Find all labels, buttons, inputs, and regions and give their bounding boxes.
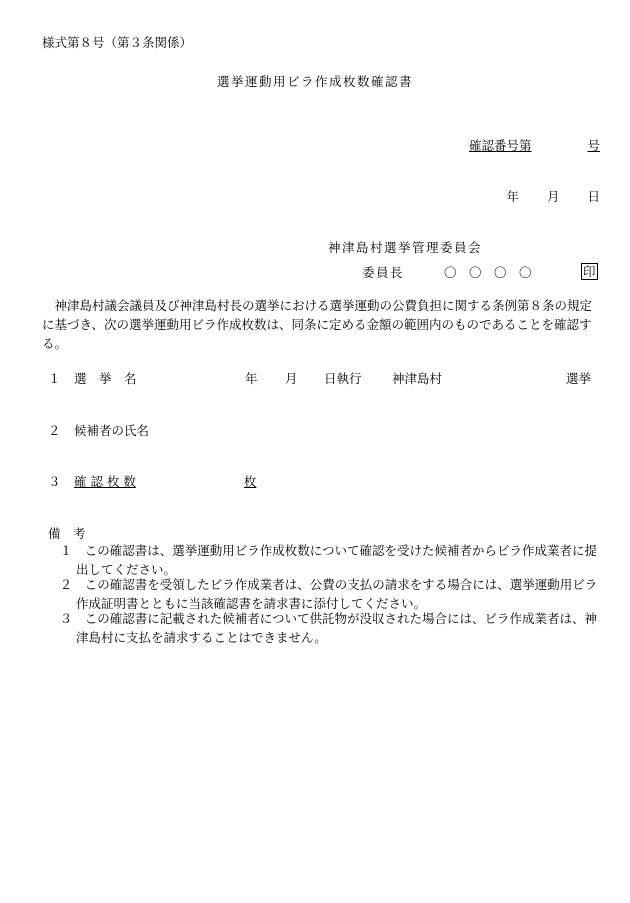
- date-day: 日: [587, 189, 600, 204]
- issue-date: [506, 187, 600, 205]
- issuer-organization: 神津島村選挙管理委員会: [328, 240, 483, 255]
- remark-note-3: [59, 609, 602, 647]
- remark-note-2: [59, 575, 602, 613]
- seal-label: 印: [583, 264, 596, 279]
- confirmation-number: [469, 136, 600, 154]
- item-candidate-label: 候補者の氏名: [74, 423, 150, 438]
- body-paragraph: 神津島村議会議員及び神津島村長の選挙における選挙運動の公費負担に関する条例第８条の規定に基づき、次の選挙運動用ビラ作成枚数は、同条に定める金額の範囲内のものであることを確認する。: [42, 298, 593, 351]
- item-election-day: 日執行: [324, 371, 362, 386]
- remark-note-3-text: この確認書に記載された候補者について供託物が没収された場合には、ビラ作成業者は、神津島村に支払を請求することはできません。: [76, 611, 598, 645]
- date-month: 月: [546, 189, 560, 204]
- remark-note-2-number: ２: [59, 577, 73, 592]
- item-election-suffix: 選挙: [566, 371, 592, 386]
- remark-note-1: [59, 541, 602, 579]
- item-election-year: 年: [245, 371, 258, 386]
- item-election-village: 神津島村: [392, 371, 443, 386]
- remark-note-1-text: この確認書は、選挙運動用ビラ作成枚数について確認を受けた候補者からビラ作成業者に提出してください。: [76, 543, 598, 577]
- remark-note-3-number: ３: [59, 611, 73, 626]
- date-year: 年: [506, 189, 519, 204]
- confirmation-number-suffix: 号: [587, 138, 600, 153]
- item-election-label: 選 挙 名: [74, 371, 137, 386]
- seal-mark: [581, 263, 598, 280]
- form-id: 様式第８号（第３条関係）: [42, 35, 193, 50]
- remark-note-1-number: １: [59, 543, 73, 558]
- item-count-number: ３: [48, 474, 61, 489]
- issuer-name: 〇 〇 〇 〇: [444, 265, 532, 280]
- confirmation-number-prefix: 確認番号第: [468, 138, 532, 153]
- item-election-month: 月: [285, 371, 298, 386]
- issuer-line: [362, 263, 532, 281]
- document-title: 選挙運動用ビラ作成枚数確認書: [216, 74, 413, 89]
- remark-note-2-text: この確認書を受領したビラ作成業者は、公費の支払の請求をする場合には、選挙運動用ビラ作成証明書とともに当該確認書を請求書に添付してください。: [76, 577, 598, 611]
- item-candidate-number: ２: [48, 423, 61, 438]
- item-count-label: 確 認 枚 数: [74, 474, 136, 489]
- issuer-role: 委員長: [362, 265, 405, 280]
- item-count-field: [74, 472, 256, 490]
- remarks-heading: 備 考: [48, 526, 86, 541]
- item-count-unit: 枚: [243, 474, 257, 489]
- item-election-number: １: [48, 371, 61, 386]
